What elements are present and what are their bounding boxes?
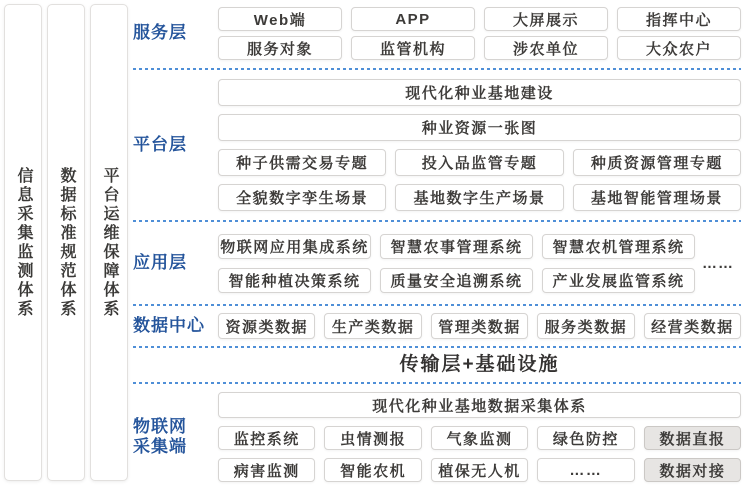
layer-label-text: 应用层: [133, 253, 187, 273]
diagram-box: 智慧农事管理系统: [380, 234, 533, 259]
layer-label-iot: [133, 417, 218, 458]
diagram-box: 大众农户: [617, 36, 741, 60]
layer-transport: [133, 348, 741, 382]
layer-datacenter: [133, 306, 741, 346]
diagram-row: [218, 234, 695, 259]
layer-iot: [133, 384, 741, 490]
diagram-box: 产业发展监管系统: [542, 268, 695, 293]
diagram-box: 大屏展示: [484, 7, 608, 31]
diagram-box: 智能种植决策系统: [218, 268, 371, 293]
diagram-box: 气象监测: [431, 426, 528, 450]
diagram-box: 资源类数据: [218, 313, 315, 339]
diagram-box: 服务类数据: [537, 313, 634, 339]
side-pillar-label: 信息采集监测体系: [15, 166, 32, 319]
layer-label-text: 物联网: [133, 416, 187, 436]
layer-rows-datacenter: [218, 313, 741, 339]
diagram-box: 质量安全追溯系统: [380, 268, 533, 293]
diagram-box: 智能农机: [324, 458, 421, 482]
layer-label-datacenter: [133, 316, 218, 336]
diagram-row: [218, 458, 741, 482]
diagram-box: 病害监测: [218, 458, 315, 482]
layer-stack: [133, 0, 741, 490]
layer-rows-iot: [218, 392, 741, 482]
diagram-box: 生产类数据: [324, 313, 421, 339]
diagram-box: 经营类数据: [644, 313, 741, 339]
diagram-row: [218, 268, 695, 293]
diagram-box: ……: [537, 458, 634, 482]
diagram-row: [218, 313, 741, 339]
diagram-box: 监管机构: [351, 36, 475, 60]
diagram-box: 数据对接: [644, 458, 741, 482]
diagram-row: [218, 426, 741, 450]
side-pillar-1: [47, 4, 85, 481]
layer-rows-platform: [218, 79, 741, 211]
diagram-box: 管理类数据: [431, 313, 528, 339]
layer-label-text: 数据中心: [133, 315, 205, 335]
diagram-box: 现代化种业基地数据采集体系: [218, 392, 741, 418]
diagram-row: [218, 184, 741, 211]
layer-service: [133, 0, 741, 68]
diagram-box: Web端: [218, 7, 342, 31]
diagram-row: [218, 149, 741, 176]
ellipsis-more: ……: [702, 255, 734, 272]
diagram-box: 种质资源管理专题: [573, 149, 741, 176]
layer-label-service: [133, 23, 218, 43]
layer-label-text: 采集端: [133, 437, 187, 456]
layer-label-text: 服务层: [133, 23, 187, 43]
diagram-box: 物联网应用集成系统: [218, 234, 371, 259]
layer-rows-service: [218, 7, 741, 60]
diagram-box: 种子供需交易专题: [218, 149, 386, 176]
diagram-box: 投入品监管专题: [395, 149, 563, 176]
side-pillar-2: [90, 4, 128, 481]
diagram-row: [218, 392, 741, 418]
layer-rows-application: [218, 234, 695, 293]
pillar-group: [0, 0, 133, 490]
diagram-box: 现代化种业基地建设: [218, 79, 741, 106]
diagram-box: 服务对象: [218, 36, 342, 60]
diagram-box: 指挥中心: [617, 7, 741, 31]
diagram-box: 监控系统: [218, 426, 315, 450]
diagram-box: APP: [351, 7, 475, 31]
diagram-row: [218, 36, 741, 60]
layer-label-text: 平台层: [133, 134, 187, 154]
diagram-box: 虫情测报: [324, 426, 421, 450]
layer-application: [133, 222, 741, 304]
transport-layer-title: 传输层+基础设施: [399, 354, 560, 375]
layer-label-platform: [133, 135, 218, 155]
diagram-row: [218, 7, 741, 31]
diagram-box: 智慧农机管理系统: [542, 234, 695, 259]
diagram-box: 基地智能管理场景: [573, 184, 741, 211]
diagram-row: [218, 114, 741, 141]
diagram-box: 植保无人机: [431, 458, 528, 482]
side-pillar-label: 平台运维保障体系: [101, 166, 118, 319]
diagram-box: 涉农单位: [484, 36, 608, 60]
layer-platform: [133, 70, 741, 220]
side-pillar-0: [4, 4, 42, 481]
diagram-box: 数据直报: [644, 426, 741, 450]
diagram-row: [218, 79, 741, 106]
diagram-box: 种业资源一张图: [218, 114, 741, 141]
layer-label-application: [133, 253, 218, 273]
diagram-box: 绿色防控: [537, 426, 634, 450]
side-pillar-label: 数据标准规范体系: [58, 166, 75, 319]
diagram-box: 基地数字生产场景: [395, 184, 563, 211]
diagram-box: 全貌数字孪生场景: [218, 184, 386, 211]
